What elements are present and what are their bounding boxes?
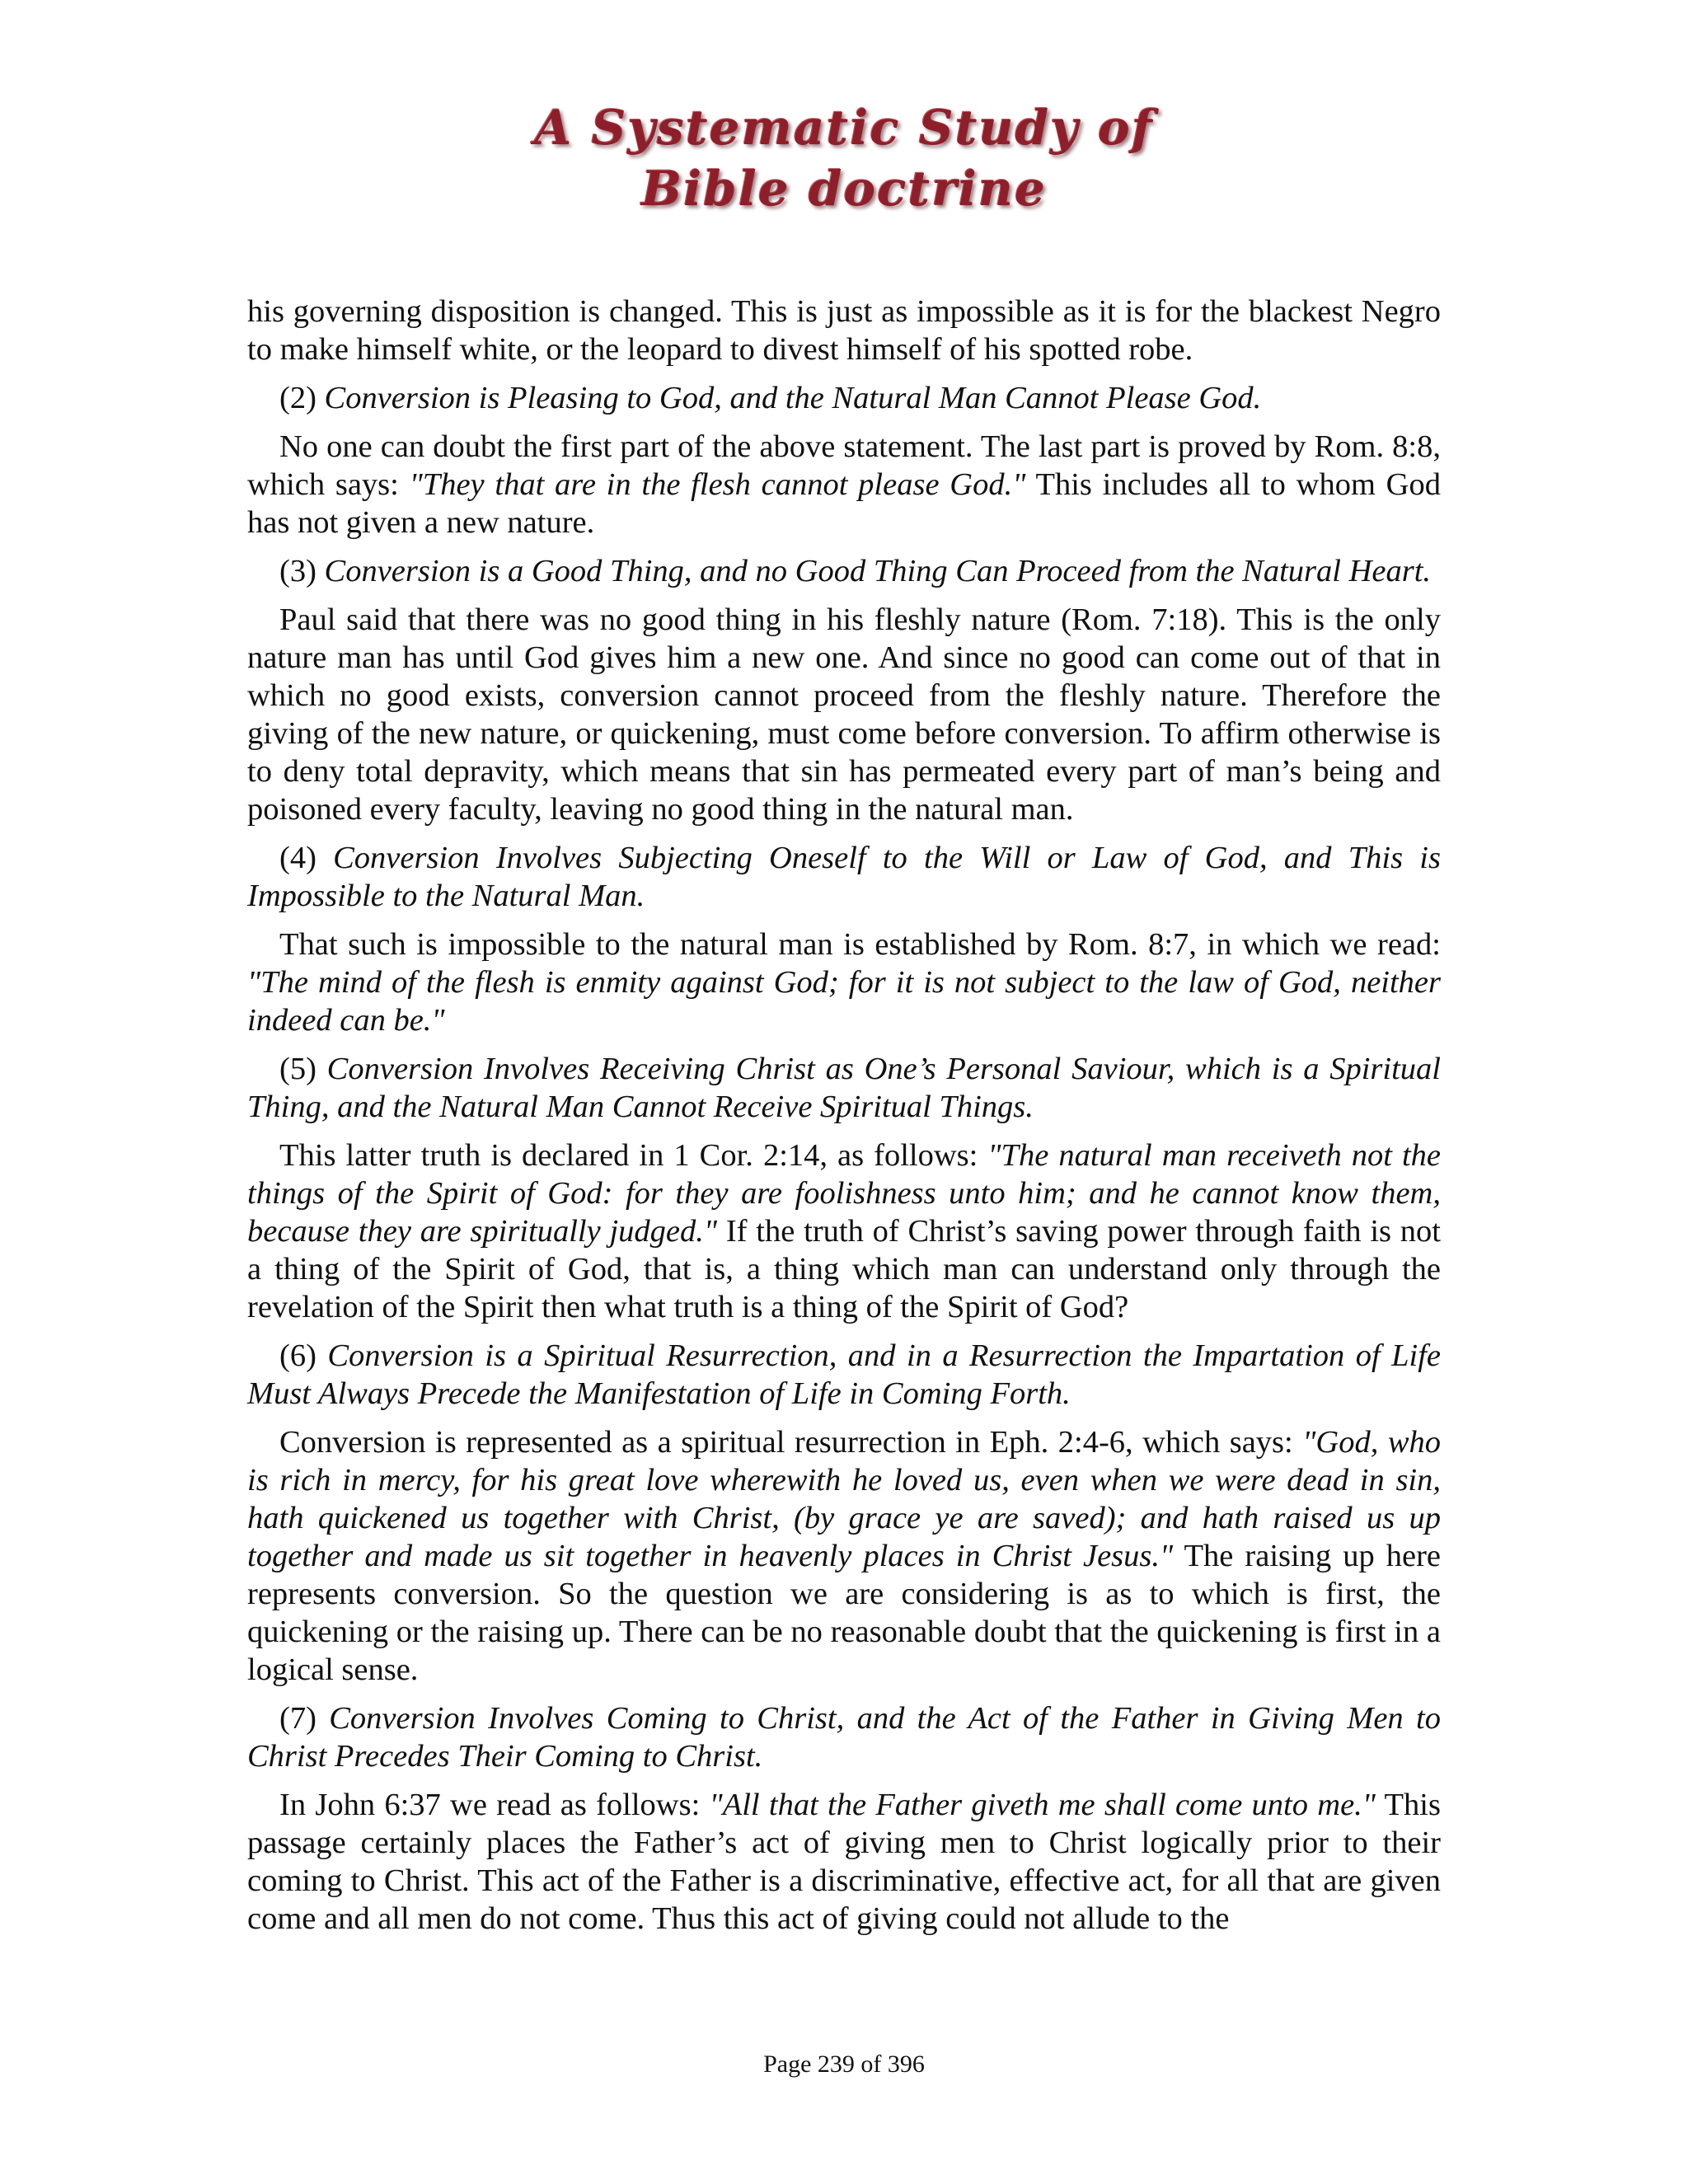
point-heading-4: (4) Conversion Involves Subjecting Oneself to the Will or Law of God, and This is Impossible to the Natural Man.: [247, 841, 1441, 913]
scripture-quote: "God, who is rich in mercy, for his great love wherewith he loved us, even when we were dead in sin, hath quickened us together with Christ, (by grace ye are saved); and hath raised us up together and made us sit together in heavenly places in Christ Jesus.": [247, 1425, 1441, 1573]
paragraph-point-4: That such is impossible to the natural man is established by Rom. 8:7, in which we read: "The mind of the flesh is enmity against God; for it is not subject to the law of God, neither indeed can be.": [247, 927, 1441, 1038]
scripture-quote: "All that the Father giveth me shall come unto me.": [709, 1788, 1376, 1822]
point-heading-2: (2) Conversion is Pleasing to God, and the Natural Man Cannot Please God.: [279, 381, 1262, 415]
point-heading-5: (5) Conversion Involves Receiving Christ as One’s Personal Saviour, which is a Spiritual Thing, and the Natural Man Cannot Receive Spiritual Things.: [247, 1052, 1441, 1124]
point-heading-3: (3) Conversion is a Good Thing, and no Good Thing Can Proceed from the Natural Heart.: [279, 554, 1432, 588]
page-body: [247, 293, 1441, 1948]
scripture-quote: "They that are in the flesh cannot please God.": [409, 467, 1026, 502]
scripture-quote: "The mind of the flesh is enmity against God; for it is not subject to the law of God, neither indeed can be.": [247, 965, 1441, 1038]
paragraph-point-2: No one can doubt the first part of the above statement. The last part is proved by Rom. 8:8, which says: "They that are in the flesh cannot please God." This includes all to whom God has not given a new nature.: [247, 429, 1441, 540]
scripture-quote: "The natural man receiveth not the things of the Spirit of God: for they are foolishness unto him; and he cannot know them, because they are spiritually judged.": [247, 1138, 1441, 1249]
paragraph-point-3: Paul said that there was no good thing in his fleshly nature (Rom. 7:18). This is the only nature man has until God gives him a new one. And since no good can come out of that in which no good exists, conversion cannot proceed from the fleshly nature. Therefore the giving of the new nature, or quickening, must come before conversion. To affirm otherwise is to deny total depravity, which means that sin has permeated every part of man’s being and poisoned every faculty, leaving no good thing in the natural man.: [247, 602, 1441, 827]
paragraph-point-7: In John 6:37 we read as follows: "All that the Father giveth me shall come unto me." This passage certainly places the Father’s act of giving men to Christ logically prior to their coming to Christ. This act of the Father is a discriminative, effective act, for all that are given come and all men do not come. Thus this act of giving could not allude to the: [247, 1788, 1441, 1936]
paragraph-point-6: Conversion is represented as a spiritual resurrection in Eph. 2:4-6, which says: "God, who is rich in mercy, for his great love wherewith he loved us, even when we were dead in sin, hath quickened us together with Christ, (by grace ye are saved); and hath raised us up together and made us sit together in heavenly places in Christ Jesus." The raising up here represents conversion. So the question we are considering is as to which is first, the quickening or the raising up. There can be no reasonable doubt that the quickening is first in a logical sense.: [247, 1425, 1441, 1687]
page-number: Page 239 of 396: [763, 2050, 925, 2078]
book-title-line-2: Bible doctrine: [641, 161, 1047, 217]
book-title-logo: [0, 97, 1688, 219]
book-title-line-1: A Systematic Study of: [534, 100, 1154, 156]
point-heading-7: (7) Conversion Involves Coming to Christ, and the Act of the Father in Giving Men to Christ Precedes Their Coming to Christ.: [247, 1701, 1441, 1774]
paragraph-point-5: This latter truth is declared in 1 Cor. 2:14, as follows: "The natural man receiveth not the things of the Spirit of God: for they are foolishness unto him; and he cannot know them, because they are spiritually judged." If the truth of Christ’s saving power through faith is not a thing of the Spirit of God, that is, a thing which man can understand only through the revelation of the Spirit then what truth is a thing of the Spirit of God?: [247, 1138, 1441, 1324]
point-heading-6: (6) Conversion is a Spiritual Resurrection, and in a Resurrection the Impartation of Life Must Always Precede the Manifestation of Life in Coming Forth.: [247, 1338, 1441, 1411]
paragraph-continuation: his governing disposition is changed. This is just as impossible as it is for the blackest Negro to make himself white, or the leopard to divest himself of his spotted robe.: [247, 294, 1441, 367]
